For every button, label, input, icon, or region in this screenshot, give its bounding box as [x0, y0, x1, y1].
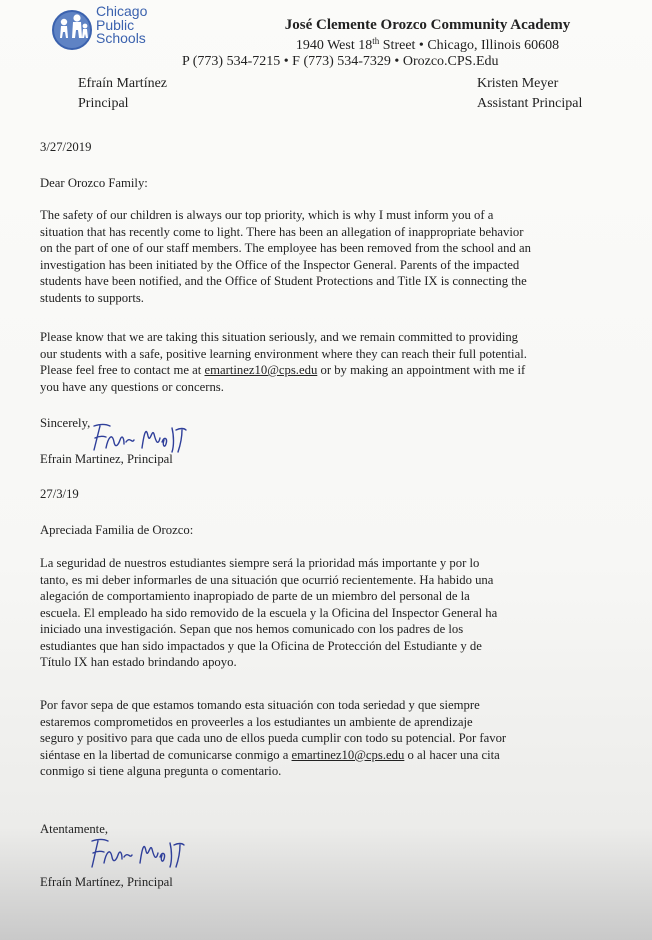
school-name: José Clemente Orozco Community Academy	[284, 17, 571, 33]
spanish-p2-line: seguro y positivo para que cada uno de ellos pueda cumplir con todo su potencial. Por favor	[40, 731, 507, 745]
spanish-signoff: Efraín Martínez, Principal	[40, 875, 173, 889]
spanish-p1-line: iniciado una investigación. Sepan que nos hemos comunicado con los padres de los	[40, 622, 464, 636]
spanish-paragraph-1	[40, 555, 630, 671]
spanish-paragraph-2	[40, 697, 630, 780]
english-paragraph-1	[40, 207, 630, 306]
english-p2-line: our students with a safe, positive learning environment where they can reach their full potential.	[40, 346, 527, 361]
spanish-date: 27/3/19	[40, 487, 79, 501]
english-p2-line: Please know that we are taking this situation seriously, and we remain committed to providing	[40, 330, 519, 344]
english-p1-line: on the part of one of our staff members. The employee has been removed from the school and an	[40, 241, 532, 255]
school-contact: P (773) 534-7215 • F (773) 534-7329 • Orozco.CPS.Edu	[182, 54, 499, 69]
spanish-p2-line: Por favor sepa de que estamos tomando esta situación con toda seriedad y que siempre	[40, 698, 480, 712]
address-sup: th	[372, 36, 380, 46]
assistant-principal-block	[477, 74, 582, 114]
english-date: 3/27/2019	[40, 140, 92, 154]
spanish-p2-line4-post: o al hacer una cita	[404, 747, 500, 762]
logo-line-3: Schools	[96, 30, 146, 46]
english-p1-line: The safety of our children is always our top priority, which is why I must inform you of a	[40, 208, 494, 222]
spanish-p2-line: conmigo si tiene alguna pregunta o comentario.	[40, 764, 282, 778]
spanish-p2-line	[40, 747, 630, 764]
english-p2-line: you have any questions or concerns.	[40, 379, 224, 394]
logo-line-2: Public	[96, 16, 135, 33]
spanish-p2-line: estaremos comprometidos en proveerles a los estudiantes un ambiente de aprendizaje	[40, 714, 473, 729]
spanish-signature-icon	[84, 833, 194, 873]
english-email-link[interactable]: emartinez10@cps.edu	[204, 363, 318, 377]
spanish-p1-line: Título IX han estado brindando apoyo.	[40, 655, 237, 669]
principal-block	[78, 74, 167, 114]
spanish-p2-line4-pre: siéntase en la libertad de comunicarse conmigo a	[40, 747, 292, 762]
address-post: Street • Chicago, Illinois 60608	[379, 38, 560, 53]
english-p1-line: students to supports.	[40, 290, 144, 305]
english-p2-line	[40, 362, 630, 379]
english-signoff: Efrain Martinez, Principal	[40, 452, 173, 466]
logo-line-1: Chicago	[96, 3, 148, 19]
school-address	[200, 36, 652, 54]
english-p1-line: students have been notified, and the Office of Student Protections and Title IX is connecting the	[40, 274, 527, 288]
spanish-p1-line: estudiantes que han sido impactados y que la Oficina de Protección del Estudiante y de	[40, 638, 482, 653]
assistant-principal-title: Assistant Principal	[477, 96, 583, 111]
spanish-greeting: Apreciada Familia de Orozco:	[40, 523, 194, 537]
cps-logo-text	[96, 5, 147, 46]
spanish-p1-line: La seguridad de nuestros estudiantes siempre será la prioridad más importante y por lo	[40, 556, 480, 570]
english-p1-line: situation that has recently come to light. There has been an allegation of inappropriate behavior	[40, 224, 524, 239]
english-p1-line: investigation has been initiated by the Office of the Inspector General. Parents of the impacted	[40, 257, 520, 272]
spanish-closing: Atentamente,	[40, 822, 108, 836]
spanish-p1-line: tanto, es mi deber informarles de una situación que ocurrió recientemente. Ha habido una	[40, 572, 494, 587]
english-p2-line3-pre: Please feel free to contact me at	[40, 363, 205, 377]
english-greeting: Dear Orozco Family:	[40, 176, 148, 190]
principal-title: Principal	[78, 96, 129, 111]
english-closing: Sincerely,	[40, 416, 91, 430]
spanish-email-link[interactable]: emartinez10@cps.edu	[291, 747, 405, 762]
assistant-principal-name: Kristen Meyer	[477, 76, 559, 91]
spanish-p1-line: escuela. El empleado ha sido removido de la escuela y la Oficina del Inspector General ha	[40, 605, 498, 620]
address-pre: 1940 West 18	[295, 38, 373, 53]
spanish-p1-line: alegación de comportamiento inapropiado de parte de un miembro del personal de la	[40, 589, 470, 603]
principal-name: Efraín Martínez	[78, 76, 168, 91]
english-paragraph-2	[40, 329, 630, 395]
english-p2-line3-post: or by making an appointment with me if	[317, 363, 526, 377]
